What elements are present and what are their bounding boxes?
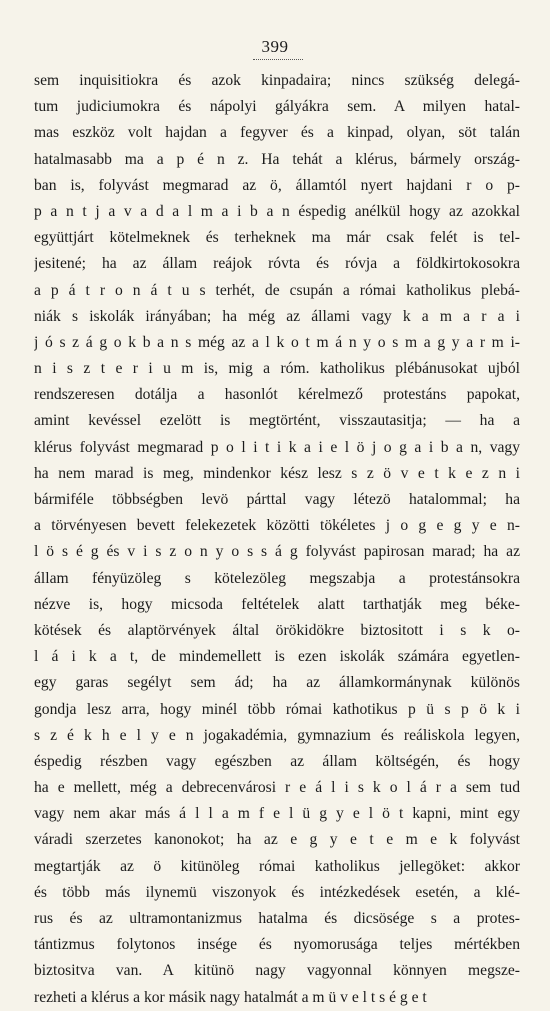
text-line: a p á t r o n á t u s terhét, de csupán a római katholikus plebá- xyxy=(34,281,520,299)
text-line: rus és az ultramontanizmus hatalma és dicsösége s a protes- xyxy=(34,910,520,927)
text-line: ha e mellett, még a debrecenvárosi r e á l i s k o l á r a sem tud xyxy=(34,779,520,797)
text-line: tántizmus folytonos insége és nyomorusága teljes mértékben xyxy=(34,936,520,954)
text-line: rezheti a klérus a kor másik nagy hatalmát a m ü v e l t s é g e t xyxy=(34,988,427,1006)
text-line: klérus folyvást megmarad p o l i t i k a i e l ö j o g a i b a n, vagy xyxy=(34,438,520,456)
text-line: mas eszköz volt hajdan a fegyver és a kinpad, olyan, söt talán xyxy=(34,124,520,142)
text-line: együttjárt kötelmeknek és terheknek ma már csak felét is tel- xyxy=(34,229,520,247)
text-line: p a n t j a v a d a l m a i b a n éspedig anélkül hogy az azokkal xyxy=(34,202,520,220)
text-line: vagy nem akar más á l l a m f e l ü g y e l ö t kapni, mint egy xyxy=(34,805,520,823)
page-number: 399 xyxy=(261,37,289,56)
text-line: jesitené; ha az állam reájok róvta és róvja a földkirtokosokra xyxy=(34,255,520,273)
text-line: niák s iskolák irányában; ha még az állami vagy k a m a r a i xyxy=(34,307,520,325)
text-line: és több más ilynemü viszonyok és intézkedések esetén, a klé- xyxy=(34,883,520,901)
text-line: állam fényüzöleg s kötelezöleg megszabja a protestánsokra xyxy=(34,569,520,587)
text-line: a törvényesen bevett felekezetek közötti tökéletes j o g e g y e n- xyxy=(34,517,520,535)
text-line: ha nem marad is meg, mindenkor kész lesz s z ö v e t k e z n i xyxy=(34,464,520,482)
text-line: váradi szerzetes kanonokot; ha az e g y e t e m e k folyvást xyxy=(34,831,520,849)
text-line: hatalmasabb ma a p é n z. Ha tehát a klérus, bármely ország- xyxy=(34,150,520,168)
text-line: sem inquisitiokra és azok kinpadaira; nincs szükség delegá- xyxy=(34,72,520,89)
page-number-underline xyxy=(253,59,303,60)
text-line: bármiféle többségben levö párttal vagy létezö hatalommal; ha xyxy=(34,491,520,508)
text-line: nézve is, hogy micsoda feltételek alatt tarthatják meg béke- xyxy=(34,595,520,613)
body-text xyxy=(34,68,520,1011)
text-line: kötések és alaptörvények által örökidökre biztositott i s k o- xyxy=(34,621,520,639)
text-line: n i s z t e r i u m is, mig a róm. katholikus plébánusokat ujból xyxy=(34,360,520,378)
text-line: l ö s é g és v i s z o n y o s s á g folyvást papirosan marad; ha az xyxy=(34,543,520,561)
text-line: j ó s z á g o k b a n s még az a l k o t m á n y o s m a g y a r m i- xyxy=(34,333,520,351)
text-line: egy garas segélyt sem ád; ha az államkormánynak különös xyxy=(34,674,520,692)
text-line: tum judiciumokra és nápolyi gályákra sem. A milyen hatal- xyxy=(34,98,520,116)
text-line: éspedig részben vagy egészben az állam költségén, és hogy xyxy=(34,752,520,770)
text-line: s z é k h e l y e n jogakadémia, gymnazium és reáliskola legyen, xyxy=(34,726,520,744)
text-line: gondja lesz arra, hogy minél több római kathotikus p ü s p ö k i xyxy=(34,700,520,718)
text-line: rendszeresen dotálja a hasonlót kérelmező protestáns papokat, xyxy=(34,386,520,404)
text-line: megtartják az ö kitünöleg római katholikus jellegöket: akkor xyxy=(34,857,520,875)
text-line: amint kevéssel ezelött is megtörtént, visszautasitja; — ha a xyxy=(34,412,520,430)
text-line: biztositva van. A kitünö nagy vagyonnal könnyen megsze- xyxy=(34,962,520,980)
text-line: l á i k a t, de mindemellett is ezen iskolák számára egyetlen- xyxy=(34,648,520,666)
text-line: ban is, folyvást megmarad az ö, államtól nyert hajdani r o p- xyxy=(34,176,520,194)
